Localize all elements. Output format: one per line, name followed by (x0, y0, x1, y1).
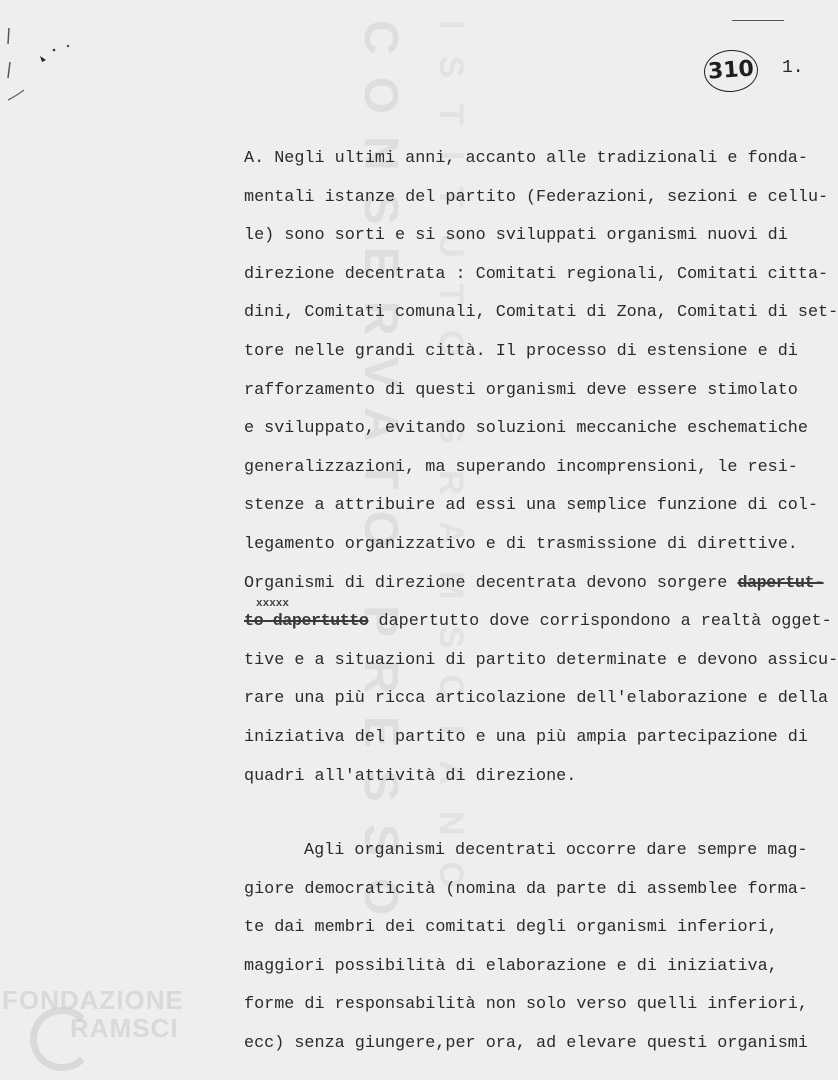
text-line (244, 796, 819, 833)
text-line: stenze a attribuire ad essi una semplice funzione di col- (244, 496, 819, 516)
typed-text-body (244, 140, 838, 1064)
text-line: legamento organizzativo e di trasmissione di direttive. (244, 534, 798, 554)
text-line: iniziativa del partito e una più ampia partecipazione di (244, 727, 808, 747)
text-line: A. Negli ultimi anni, accanto alle tradizionali e fonda- (244, 149, 808, 168)
folio-number-circled: 310 (703, 48, 760, 94)
watermark-vertical-text: CONSERVATO PRESSO (354, 20, 407, 938)
text-line: dini, Comitati comunali, Comitati di Zona, Comitati di set- (244, 303, 838, 323)
text-line: tive e a situazioni di partito determinate e devono assicu- (244, 650, 838, 670)
text-line: rare una più ricca articolazione dell'elaborazione e della (244, 689, 829, 709)
watermark-vertical-text-secondary: ISTITUTO GRAMSCIANO (432, 20, 470, 914)
top-pen-stroke (732, 20, 784, 21)
watermark-logo-line2: RAMSCI (70, 1013, 179, 1043)
struck-out-text: dapertut- (737, 573, 824, 593)
text-line: tore nelle grandi città. Il processo di estensione e di (244, 341, 798, 361)
text-line: giore democraticità (nomina da parte di assemblee forma- (244, 879, 808, 899)
struck-out-text-content: to dapertutto (244, 612, 369, 632)
text-line: te dai membri dei comitati degli organismi inferiori, (244, 918, 778, 938)
text-segment: dapertutto dove corrispondono a realtà ogget- (368, 612, 832, 632)
page-number: 1. (782, 58, 804, 78)
text-line: ecc) senza giungere,per ora, ad elevare questi organismi (244, 1034, 808, 1054)
text-line: maggiori possibilità di elaborazione e di iniziativa, (244, 956, 778, 976)
text-line: mentali istanze del partito (Federazioni, sezioni e cellu- (244, 187, 829, 207)
text-line: direzione decentrata : Comitati regionali, Comitati citta- (244, 264, 829, 284)
struck-out-text (244, 598, 369, 632)
watermark-logo-line1: FONDAZIONE (2, 985, 184, 1015)
text-line: quadri all'attività di direzione. (244, 766, 577, 786)
text-line: le) sono sorti e si sono sviluppati organismi nuovi di (244, 226, 788, 246)
text-line-with-strikeout (244, 598, 832, 642)
text-line: rafforzamento di questi organismi deve essere stimolato (244, 380, 798, 400)
text-line-with-strikeout (244, 565, 824, 604)
text-line: e sviluppato, evitando soluzioni meccaniche eschematiche (244, 419, 808, 439)
overtyped-x-marks: xxxxx (256, 598, 290, 611)
watermark-logo (0, 985, 210, 1080)
text-line: forme di responsabilità non solo verso quelli inferiori, (244, 995, 808, 1015)
text-segment: Organismi di direzione decentrata devono sorgere (244, 573, 738, 593)
margin-pen-marks (0, 0, 90, 120)
text-line: generalizzazioni, ma superando incomprensioni, le resi- (244, 457, 798, 477)
text-line: Agli organismi decentrati occorre dare sempre mag- (304, 841, 808, 861)
